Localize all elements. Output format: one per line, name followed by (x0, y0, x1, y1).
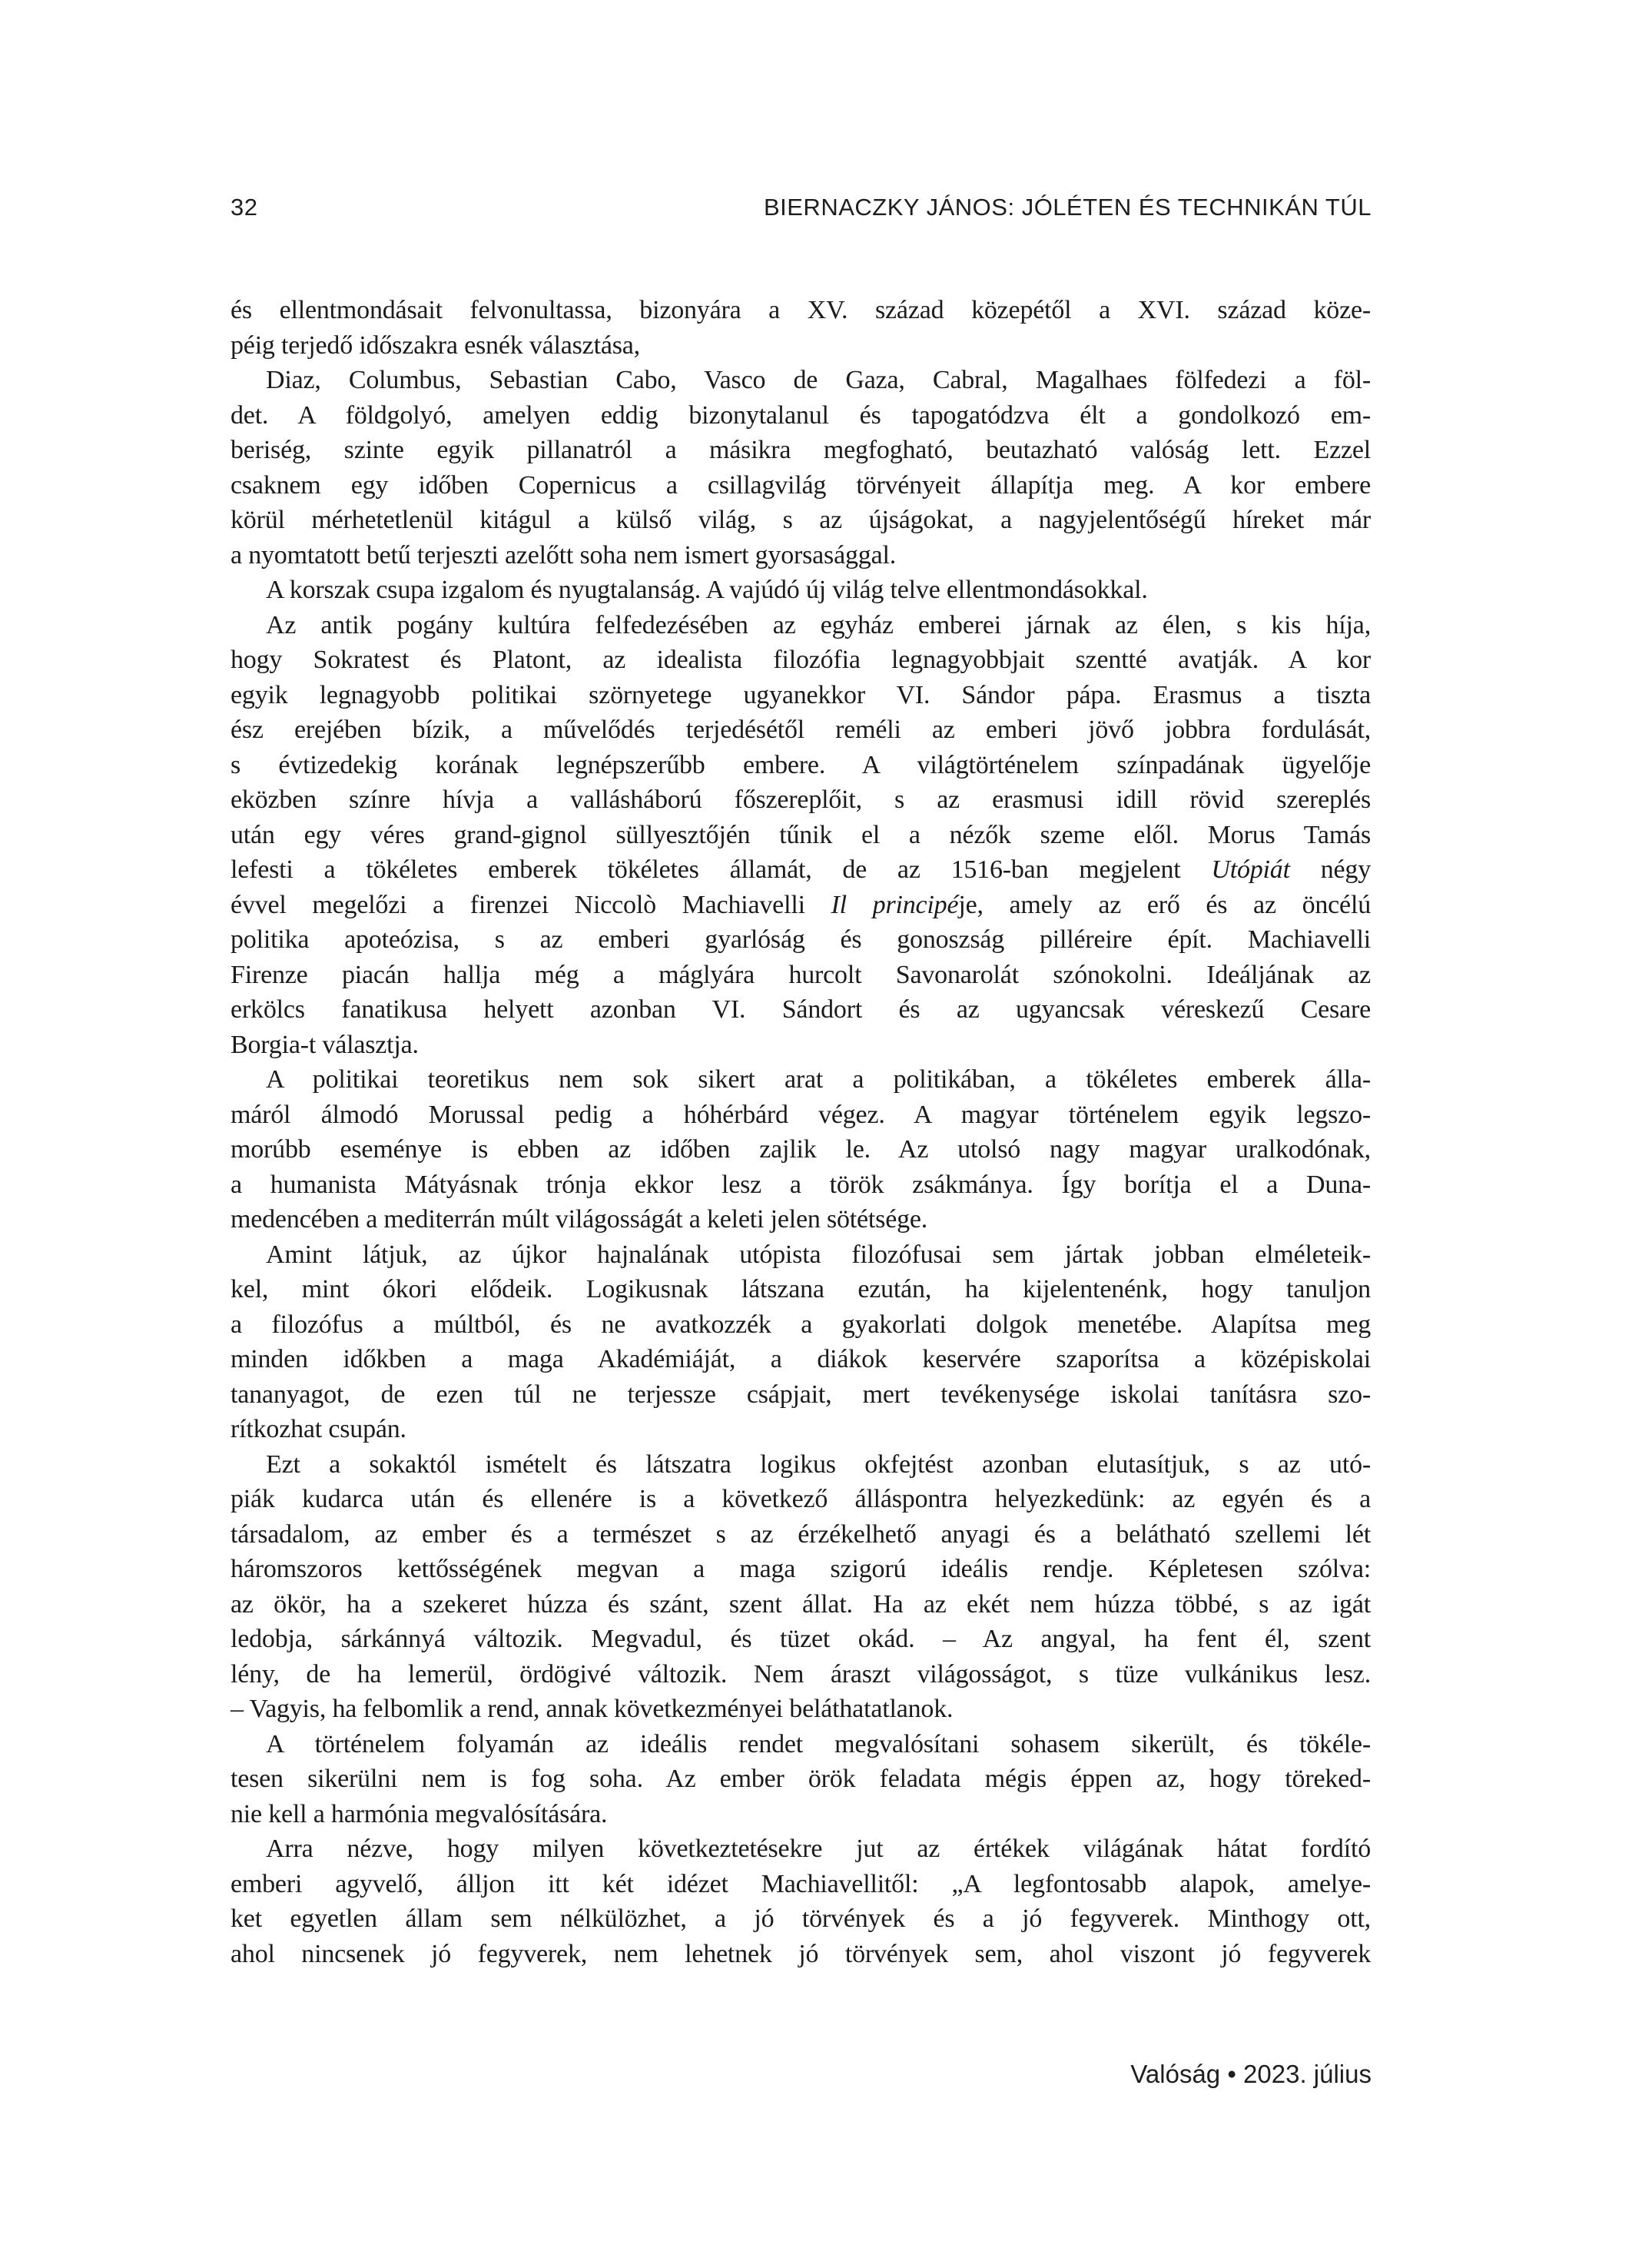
article-body (231, 293, 1371, 1971)
text-segment: A politikai teoretikus nem sok sikert arat a politikában, a tökéletes emberek álla- (266, 1065, 1371, 1094)
text-segment: tesen sikerülni nem is fog soha. Az ember örök feladata mégis éppen az, hogy töreked- (231, 1765, 1371, 1793)
text-line (231, 782, 1371, 818)
text-segment: nie kell a harmónia megvalósítására. (231, 1799, 608, 1828)
text-segment: csaknem egy időben Copernicus a csillagvilág törvényeit állapítja meg. A kor embere (231, 470, 1371, 500)
italic-text: Utópiát (1211, 855, 1290, 884)
text-line (231, 1307, 1371, 1343)
text-segment: – Vagyis, ha felbomlik a rend, annak következményei beláthatatlanok. (231, 1695, 954, 1723)
text-segment: körül mérhetetlenül kitágul a külső világ, s az újságokat, a nagyjelentőségű híreket már (231, 506, 1371, 534)
text-line (231, 1692, 1371, 1727)
text-line (231, 1657, 1371, 1692)
text-line (231, 1132, 1371, 1167)
paragraph (231, 1727, 1371, 1832)
text-segment: Arra nézve, hogy milyen következtetésekre jut az értékek világának hátat fordító (266, 1835, 1371, 1863)
text-line (231, 1762, 1371, 1797)
text-segment: beriség, szinte egyik pillanatról a másikra megfogható, beutazható valóság lett. Ezzel (231, 436, 1371, 464)
text-line (231, 1901, 1371, 1937)
paragraph (231, 1237, 1371, 1447)
text-line (231, 992, 1371, 1028)
text-segment: A korszak csupa izgalom és nyugtalanság. A vajúdó új világ telve ellentmondásokkal. (266, 576, 1148, 604)
text-line (231, 1587, 1371, 1622)
italic-text: Il principé (831, 890, 959, 919)
text-line (231, 328, 1371, 364)
paragraph (231, 293, 1371, 363)
text-segment: háromszoros kettősségének megvan a maga szigorú ideális rendje. Képletesen szólva: (231, 1555, 1371, 1583)
text-segment: a humanista Mátyásnak trónja ekkor lesz a török zsákmánya. Így borítja el a Duna- (231, 1170, 1371, 1199)
text-line (231, 1552, 1371, 1587)
text-line (231, 678, 1371, 713)
text-segment: Diaz, Columbus, Sebastian Cabo, Vasco de Gaza, Cabral, Magalhaes fölfedezi a föl- (266, 366, 1371, 394)
text-segment: ahol nincsenek jó fegyverek, nem lehetnek jó törvények sem, ahol viszont jó fegyverek (231, 1939, 1371, 1968)
text-segment: kel, mint ókori elődeik. Logikusnak látszana ezután, ha kijelentenénk, hogy tanuljon (231, 1275, 1371, 1303)
text-line (231, 608, 1371, 643)
text-segment: az ökör, ha a szekeret húzza és szánt, szent állat. Ha az ekét nem húzza többé, s az igát (231, 1589, 1371, 1619)
text-segment: máról álmodó Morussal pedig a hóhérbárd végez. A magyar történelem egyik legszo- (231, 1100, 1371, 1129)
text-line (231, 398, 1371, 433)
running-title: BIERNACZKY JÁNOS: JÓLÉTEN ÉS TECHNIKÁN TÚL (763, 194, 1372, 221)
journal-footer: Valóság • 2023. július (1130, 2060, 1372, 2088)
paragraph (231, 1447, 1371, 1727)
text-line (231, 1237, 1371, 1273)
text-segment: hogy Sokratest és Platont, az idealista filozófia legnagyobbjait szentté avatják. A kor (231, 646, 1371, 674)
text-line (231, 538, 1371, 573)
text-line (231, 468, 1371, 503)
text-segment: Amint látjuk, az újkor hajnalának utópista filozófusai sem jártak jobban elméleteik- (266, 1240, 1371, 1269)
page-number: 32 (231, 194, 258, 221)
text-line (231, 712, 1371, 748)
text-segment: a filozófus a múltból, és ne avatkozzék a gyakorlati dolgok menetébe. Alapítsa meg (231, 1310, 1371, 1339)
text-segment: eközben színre hívja a vallásháború főszereplőit, s az erasmusi idill rövid szereplés (231, 785, 1371, 814)
paragraph (231, 608, 1371, 1063)
text-segment: erkölcs fanatikusa helyett azonban VI. Sándort és az ugyancsak véreskezű Cesare (231, 995, 1371, 1024)
text-segment: Az antik pogány kultúra felfedezésében az egyház emberei járnak az élen, s kis híja, (266, 610, 1371, 639)
text-segment: és ellentmondásait felvonultassa, bizonyára a XV. század közepétől a XVI. század köze- (231, 296, 1371, 324)
text-line (231, 1377, 1371, 1413)
text-segment: lény, de ha lemerül, ördögivé változik. Nem áraszt világosságot, s tüze vulkánikus lesz. (231, 1659, 1371, 1689)
text-line (231, 363, 1371, 398)
text-line (231, 1167, 1371, 1203)
text-segment: évvel megelőzi a firenzei Niccolò Machiavelli (231, 890, 831, 919)
text-segment: ket egyetlen állam sem nélkülözhet, a jó törvények és a jó fegyverek. Minthogy ott, (231, 1904, 1371, 1933)
paragraph (231, 573, 1371, 608)
text-line (231, 1517, 1371, 1552)
text-line (231, 1097, 1371, 1133)
text-segment: lefesti a tökéletes emberek tökéletes államát, de az 1516-ban megjelent (231, 855, 1212, 884)
text-segment: négy (1289, 855, 1372, 884)
paragraph (231, 1062, 1371, 1237)
text-segment: ész erejében bízik, a művelődés terjedésétől reméli az emberi jövő jobbra fordulását, (231, 716, 1371, 744)
text-segment: je, amely az erő és az öncélú (958, 890, 1371, 919)
text-segment: Ezt a sokaktól ismételt és látszatra logikus okfejtést azonban elutasítjuk, s az utó- (266, 1449, 1371, 1479)
text-segment: társadalom, az ember és a természet s az érzékelhető anyagi és a belátható szellemi lét (231, 1519, 1371, 1549)
text-segment: Borgia-t választja. (231, 1030, 419, 1059)
text-segment: s évtizedekig korának legnépszerűbb embere. A világtörténelem színpadának ügyelője (231, 750, 1371, 779)
text-segment: ledobja, sárkánnyá változik. Megvadul, és tüzet okád. – Az angyal, ha fent él, szent (231, 1625, 1371, 1653)
text-segment: medencében a mediterrán múlt világosságát a keleti jelen sötétsége. (231, 1205, 928, 1234)
text-segment: rítkozhat csupán. (231, 1415, 406, 1443)
text-line (231, 748, 1371, 783)
text-segment: det. A földgolyó, amelyen eddig bizonytalanul és tapogatódzva élt a gondolkozó em- (231, 400, 1371, 430)
text-line (231, 1412, 1371, 1447)
text-line (231, 1482, 1371, 1517)
text-line (231, 1867, 1371, 1902)
running-header (231, 194, 1372, 221)
text-line (231, 852, 1371, 888)
text-segment: emberi agyvelő, álljon itt két idézet Machiavellitől: „A legfontosabb alapok, amelye- (231, 1869, 1371, 1898)
text-line (231, 1622, 1371, 1657)
text-line (231, 1831, 1371, 1867)
text-line (231, 1342, 1371, 1377)
text-segment: A történelem folyamán az ideális rendet megvalósítani sohasem sikerült, és tökéle- (266, 1729, 1371, 1758)
text-line (231, 1447, 1371, 1483)
text-line (231, 1797, 1371, 1832)
text-segment: tananyagot, de ezen túl ne terjessze csápjait, mert tevékenysége iskolai tanításra szo- (231, 1380, 1371, 1409)
text-line (231, 888, 1371, 923)
text-segment: Firenze piacán hallja még a máglyára hurcolt Savonarolát szónokolni. Ideáljának az (231, 960, 1371, 989)
text-line (231, 922, 1371, 958)
text-line (231, 958, 1371, 993)
text-line (231, 573, 1371, 608)
text-line (231, 1062, 1371, 1097)
text-line (231, 1028, 1371, 1063)
text-segment: minden időkben a maga Akadémiáját, a diákok keservére szaporítsa a középiskolai (231, 1345, 1371, 1373)
text-line (231, 818, 1371, 853)
paragraph (231, 363, 1371, 573)
text-segment: péig terjedő időszakra esnék választása, (231, 330, 640, 360)
text-segment: egyik legnagyobb politikai szörnyetege ugyanekkor VI. Sándor pápa. Erasmus a tiszta (231, 680, 1371, 709)
text-line (231, 433, 1371, 468)
text-line (231, 1727, 1371, 1762)
text-segment: a nyomtatott betű terjeszti azelőtt soha nem ismert gyorsasággal. (231, 540, 897, 569)
text-line (231, 1202, 1371, 1237)
paragraph (231, 1831, 1371, 1971)
text-line (231, 1272, 1371, 1307)
text-segment: morúbb eseménye is ebben az időben zajlik le. Az utolsó nagy magyar uralkodónak, (231, 1135, 1371, 1164)
text-segment: piák kudarca után és ellenére is a következő álláspontra helyezkedünk: az egyén és a (231, 1485, 1371, 1513)
text-line (231, 293, 1371, 328)
text-line (231, 643, 1371, 678)
text-line (231, 503, 1371, 538)
text-segment: politika apoteózisa, s az emberi gyarlóság és gonoszság pilléreire épít. Machiavelli (231, 925, 1371, 954)
text-segment: után egy véres grand-gignol süllyesztőjén tűnik el a nézők szeme elől. Morus Tamás (231, 820, 1371, 849)
text-line (231, 1937, 1371, 1972)
